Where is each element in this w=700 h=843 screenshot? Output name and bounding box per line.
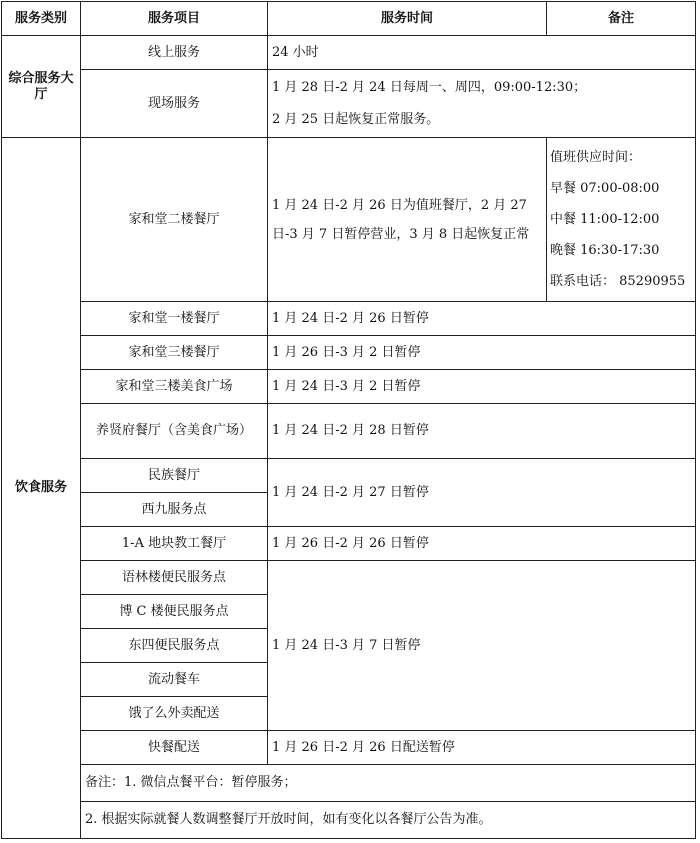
remark-line: 晚餐 16:30-17:30 <box>550 243 660 258</box>
header-remark: 备注 <box>547 2 696 36</box>
table-row <box>2 802 696 839</box>
table-row <box>2 36 696 70</box>
remark-jiahe2 <box>547 138 696 302</box>
table-row <box>2 336 696 370</box>
time-online: 24 小时 <box>268 36 696 70</box>
table-row <box>2 370 696 404</box>
item-yulin: 语林楼便民服务点 <box>81 561 268 595</box>
item-minzu: 民族餐厅 <box>81 459 268 493</box>
time-line: 2 月 25 日起恢复正常服务。 <box>272 111 440 127</box>
table-row <box>2 404 696 459</box>
header-category: 服务类别 <box>2 2 81 36</box>
item-1a: 1-A 地块教工餐厅 <box>81 527 268 561</box>
item-boc: 博 C 楼便民服务点 <box>81 595 268 629</box>
category-dining: 饮食服务 <box>2 138 81 839</box>
table-row <box>2 70 696 138</box>
time-line: 1 月 28 日-2 月 24 日每周一、周四，09:00-12:30； <box>272 79 587 95</box>
time-group: 1 月 24 日-3 月 7 日暂停 <box>268 561 696 731</box>
table-row <box>2 765 696 802</box>
table-row <box>2 527 696 561</box>
item-jiahe1: 家和堂一楼餐厅 <box>81 302 268 336</box>
item-jiahe3-food: 家和堂三楼美食广场 <box>81 370 268 404</box>
remark-line: 值班供应时间： <box>550 150 642 165</box>
time-jiahe2 <box>268 138 547 302</box>
item-dongsi: 东四便民服务点 <box>81 629 268 663</box>
remark-line: 早餐 07:00-08:00 <box>550 181 660 196</box>
remark-line: 中餐 11:00-12:00 <box>550 212 660 227</box>
table-row <box>2 459 696 493</box>
note-text: 2. 根据实际就餐人数调整餐厅开放时间，如有变化以各餐厅公告为准。 <box>85 812 492 827</box>
time-onsite <box>268 70 696 138</box>
category-comprehensive: 综合服务大厅 <box>2 36 81 138</box>
service-schedule-table <box>1 1 696 839</box>
time-1a: 1 月 26 日-2 月 26 日暂停 <box>268 527 696 561</box>
table-row <box>2 561 696 595</box>
item-eleme: 饿了么外卖配送 <box>81 697 268 731</box>
time-kuaican: 1 月 26 日-2 月 26 日配送暂停 <box>268 731 696 765</box>
note-text: 备注：1. 微信点餐平台：暂停服务； <box>85 775 297 790</box>
header-row <box>2 2 696 36</box>
table-row <box>2 138 696 302</box>
notes-line-1 <box>81 765 696 802</box>
remark-line: 联系电话： 85290955 <box>550 274 686 289</box>
time-minzu-xijiu: 1 月 24 日-2 月 27 日暂停 <box>268 459 696 527</box>
item-online: 线上服务 <box>81 36 268 70</box>
time-jiahe3: 1 月 26 日-3 月 2 日暂停 <box>268 336 696 370</box>
item-jiahe2: 家和堂二楼餐厅 <box>81 138 268 302</box>
item-liudong: 流动餐车 <box>81 663 268 697</box>
item-xijiu: 西九服务点 <box>81 493 268 527</box>
item-onsite: 现场服务 <box>81 70 268 138</box>
header-item: 服务项目 <box>81 2 268 36</box>
item-yangxian: 养贤府餐厅（含美食广场） <box>81 404 268 459</box>
time-yangxian: 1 月 24 日-2 月 28 日暂停 <box>268 404 696 459</box>
time-jiahe3-food: 1 月 24 日-3 月 2 日暂停 <box>268 370 696 404</box>
header-time: 服务时间 <box>268 2 547 36</box>
time-line: 1 月 24 日-2 月 26 日为值班餐厅，2 月 27 <box>272 197 527 213</box>
table-row <box>2 302 696 336</box>
item-kuaican: 快餐配送 <box>81 731 268 765</box>
table-row <box>2 731 696 765</box>
time-jiahe1: 1 月 24 日-2 月 26 日暂停 <box>268 302 696 336</box>
notes-line-2 <box>81 802 696 839</box>
item-jiahe3: 家和堂三楼餐厅 <box>81 336 268 370</box>
time-line: 日-3 月 7 日暂停营业，3 月 8 日起恢复正常 <box>272 226 530 242</box>
